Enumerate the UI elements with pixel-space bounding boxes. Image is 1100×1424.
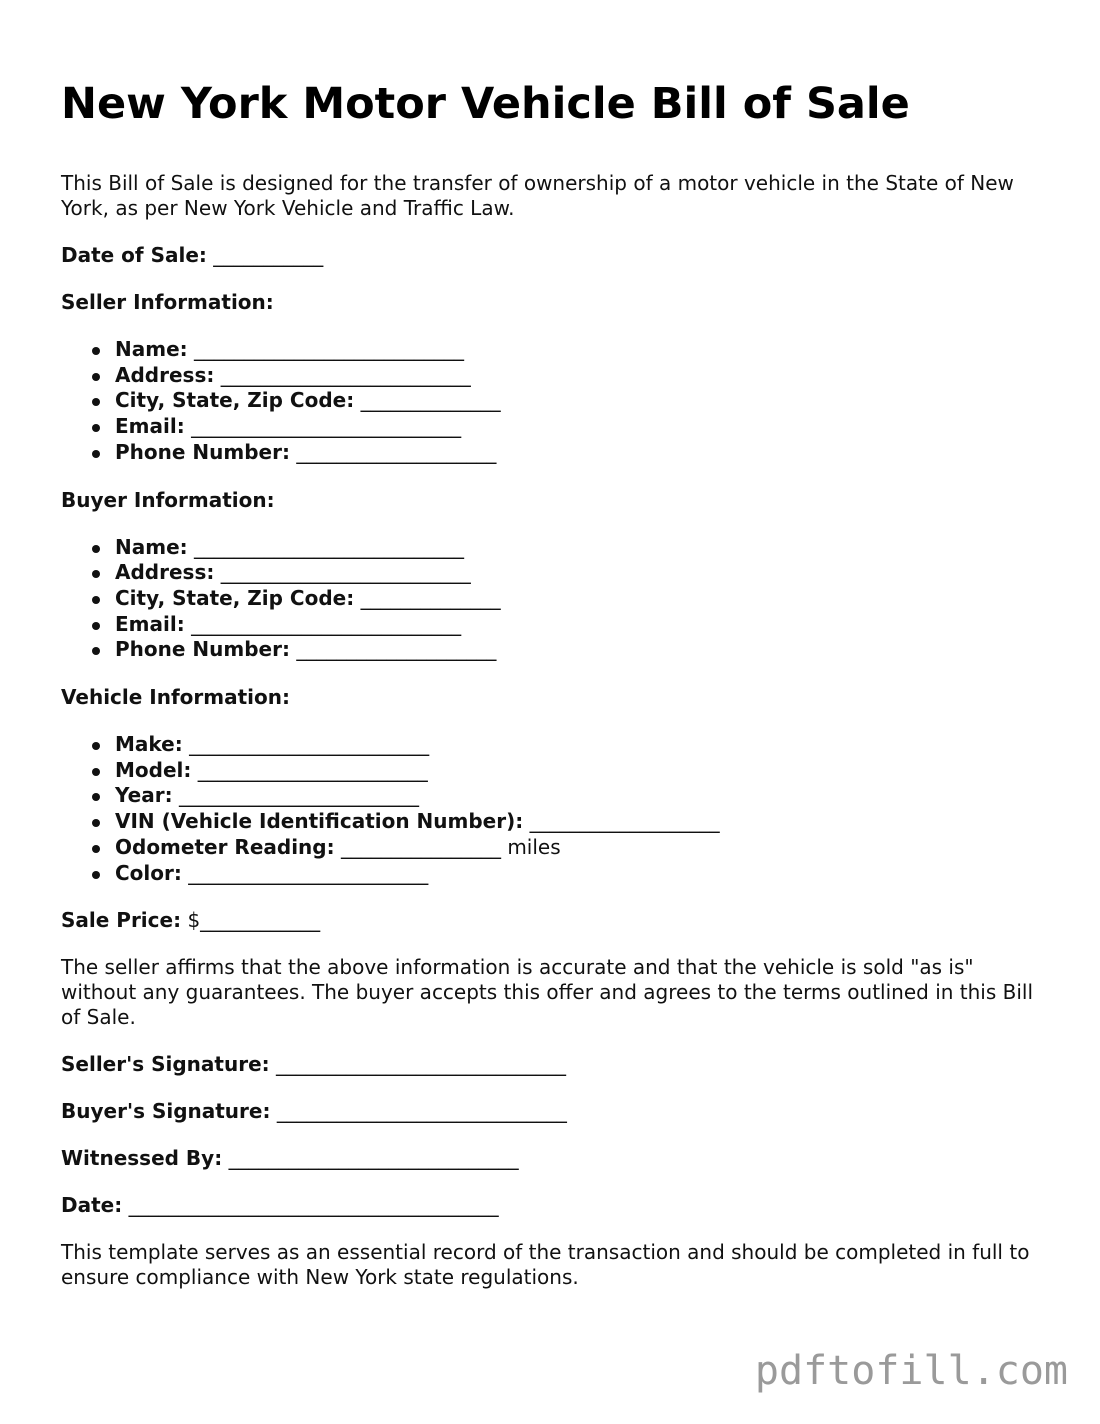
buyer-heading-text: Buyer Information: (61, 487, 275, 512)
list-item (115, 612, 1051, 638)
list-item (115, 337, 1051, 363)
buyer-signature-field (61, 1099, 1051, 1124)
vehicle-year-blank[interactable]: ________________________ (178, 783, 419, 808)
vehicle-heading (61, 685, 1051, 710)
witness-field (61, 1146, 1051, 1171)
seller-address-blank[interactable]: _________________________ (220, 362, 471, 387)
date-of-sale-blank[interactable]: ___________ (213, 243, 324, 267)
sale-price-field (61, 908, 1051, 933)
seller-heading-text: Seller Information: (61, 290, 274, 314)
buyer-email-blank[interactable]: ___________________________ (191, 611, 462, 636)
witness-label: Witnessed By: (61, 1146, 223, 1171)
list-item (115, 732, 1051, 758)
seller-signature-field (61, 1052, 1051, 1077)
vehicle-odometer-unit: miles (507, 834, 561, 859)
seller-phone-blank[interactable]: ____________________ (296, 439, 497, 464)
list-item (115, 560, 1051, 586)
intro-paragraph: This Bill of Sale is designed for the transfer of ownership of a motor vehicle in the State of New York, as per New York Vehicle and Traffic Law. (61, 171, 1014, 220)
seller-email-label: Email: (115, 414, 185, 439)
seller-signature-label: Seller's Signature: (61, 1052, 270, 1077)
footer-note: This template serves as an essential record of the transaction and should be completed in full to ensure compliance with New York state regulations. (61, 1240, 1030, 1290)
buyer-address-label: Address: (115, 560, 215, 585)
seller-signature-blank[interactable]: _____________________________ (276, 1052, 566, 1077)
list-item (115, 363, 1051, 389)
buyer-phone-blank[interactable]: ____________________ (296, 637, 497, 662)
buyer-field-list (61, 535, 1051, 664)
buyer-signature-label: Buyer's Signature: (61, 1099, 271, 1124)
affirmation-paragraph: The seller affirms that the above information is accurate and that the vehicle is sold "as is" without any guarantees. The buyer accepts this offer and agrees to the terms outlined in this Bill of Sale. (61, 955, 1034, 1030)
seller-email-blank[interactable]: ___________________________ (191, 414, 462, 439)
vehicle-color-label: Color: (115, 860, 182, 885)
vehicle-make-blank[interactable]: ________________________ (189, 732, 430, 757)
vehicle-field-list (61, 732, 1051, 886)
list-item (115, 809, 1051, 835)
document-title: New York Motor Vehicle Bill of Sale (61, 79, 910, 129)
buyer-heading (61, 488, 1051, 513)
buyer-signature-blank[interactable]: _____________________________ (276, 1099, 567, 1124)
buyer-email-label: Email: (115, 611, 185, 636)
list-item (115, 388, 1051, 414)
buyer-city-label: City, State, Zip Code: (115, 585, 355, 610)
seller-city-label: City, State, Zip Code: (115, 388, 355, 413)
signature-date-label: Date: (61, 1193, 123, 1218)
list-item (115, 414, 1051, 440)
seller-name-blank[interactable]: ___________________________ (194, 337, 464, 361)
signature-date-field (61, 1193, 1051, 1218)
witness-blank[interactable]: _____________________________ (228, 1146, 519, 1171)
buyer-city-blank[interactable]: ______________ (360, 585, 501, 610)
date-of-sale-label: Date of Sale: (61, 243, 207, 267)
buyer-name-label: Name: (115, 534, 188, 559)
vehicle-heading-text: Vehicle Information: (61, 685, 290, 710)
vehicle-odometer-label: Odometer Reading: (115, 834, 335, 859)
document-page (61, 76, 1051, 1312)
seller-city-blank[interactable]: ______________ (360, 388, 501, 413)
vehicle-model-label: Model: (115, 757, 192, 782)
list-item (115, 758, 1051, 784)
list-item (115, 637, 1051, 663)
seller-field-list (61, 337, 1051, 466)
seller-phone-label: Phone Number: (115, 439, 290, 464)
buyer-name-blank[interactable]: ___________________________ (194, 534, 464, 559)
list-item (115, 440, 1051, 466)
vehicle-color-blank[interactable]: ________________________ (188, 860, 429, 885)
list-item (115, 783, 1051, 809)
seller-name-label: Name: (115, 337, 188, 361)
list-item (115, 535, 1051, 561)
vehicle-odometer-blank[interactable]: ________________ (340, 834, 501, 859)
list-item (115, 861, 1051, 887)
sale-price-label: Sale Price: (61, 908, 182, 933)
seller-address-label: Address: (115, 362, 215, 387)
sale-price-blank[interactable]: $____________ (187, 908, 321, 933)
vehicle-year-label: Year: (115, 783, 173, 808)
vehicle-vin-label: VIN (Vehicle Identification Number): (115, 809, 524, 834)
seller-heading (61, 290, 1051, 315)
buyer-phone-label: Phone Number: (115, 637, 290, 662)
buyer-address-blank[interactable]: _________________________ (220, 560, 471, 585)
vehicle-model-blank[interactable]: _______________________ (197, 757, 428, 782)
vehicle-vin-blank[interactable]: ___________________ (529, 809, 720, 834)
signature-date-blank[interactable]: _____________________________________ (128, 1193, 499, 1218)
vehicle-make-label: Make: (115, 732, 183, 757)
list-item (115, 586, 1051, 612)
list-item (115, 835, 1051, 861)
watermark: pdftofill.com (754, 1348, 1068, 1394)
date-of-sale-field (61, 243, 1051, 268)
